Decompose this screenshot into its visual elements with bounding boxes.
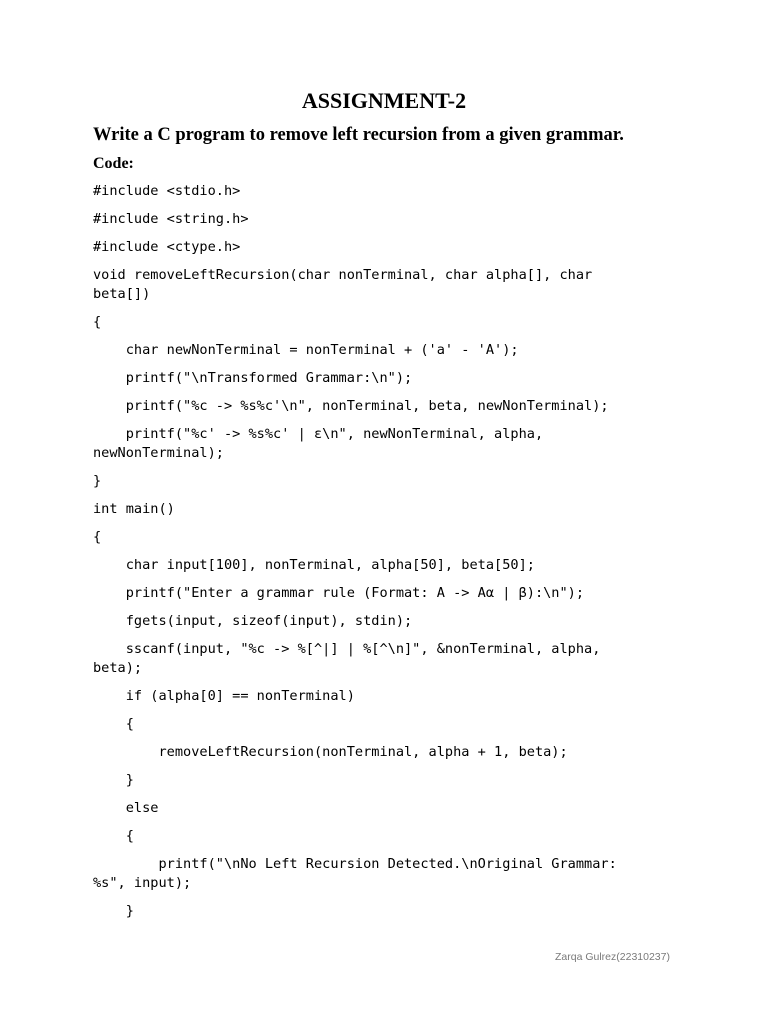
code-line: }	[93, 772, 134, 788]
code-line: }	[93, 903, 134, 919]
code-line: #include <ctype.h>	[93, 239, 241, 255]
code-line: %s", input);	[93, 875, 192, 891]
code-line: #include <string.h>	[93, 211, 249, 227]
code-line: }	[93, 473, 102, 489]
code-line: {	[93, 716, 134, 732]
code-line: printf("%c -> %s%c'\n", nonTerminal, beta, newNonTerminal);	[93, 398, 609, 414]
assignment-question: Write a C program to remove left recursion from a given grammar.	[93, 125, 624, 145]
code-line: {	[93, 529, 102, 545]
code-line: printf("\nNo Left Recursion Detected.\nOriginal Grammar:	[93, 856, 617, 872]
page-footer-author: Zarqa Gulrez(22310237)	[555, 951, 670, 963]
code-line: removeLeftRecursion(nonTerminal, alpha + 1, beta);	[93, 744, 568, 760]
code-line: else	[93, 800, 159, 816]
code-label: Code:	[93, 155, 134, 172]
code-line: {	[93, 314, 102, 330]
code-line: newNonTerminal);	[93, 445, 224, 461]
code-line: beta[])	[93, 286, 151, 302]
code-line: sscanf(input, "%c -> %[^|] | %[^\n]", &nonTerminal, alpha,	[93, 641, 601, 657]
code-line: int main()	[93, 501, 175, 517]
code-line: {	[93, 828, 134, 844]
code-line: #include <stdio.h>	[93, 183, 241, 199]
code-line: beta);	[93, 660, 143, 676]
code-line: fgets(input, sizeof(input), stdin);	[93, 613, 413, 629]
code-line: if (alpha[0] == nonTerminal)	[93, 688, 355, 704]
code-line: void removeLeftRecursion(char nonTerminal, char alpha[], char	[93, 267, 593, 283]
code-line: char newNonTerminal = nonTerminal + ('a' - 'A');	[93, 342, 519, 358]
code-line: printf("Enter a grammar rule (Format: A -> Aα | β):\n");	[93, 585, 585, 601]
code-line: printf("\nTransformed Grammar:\n");	[93, 370, 413, 386]
code-line: printf("%c' -> %s%c' | ε\n", newNonTerminal, alpha,	[93, 426, 544, 442]
page-title: ASSIGNMENT-2	[301, 88, 467, 113]
code-line: char input[100], nonTerminal, alpha[50], beta[50];	[93, 557, 535, 573]
